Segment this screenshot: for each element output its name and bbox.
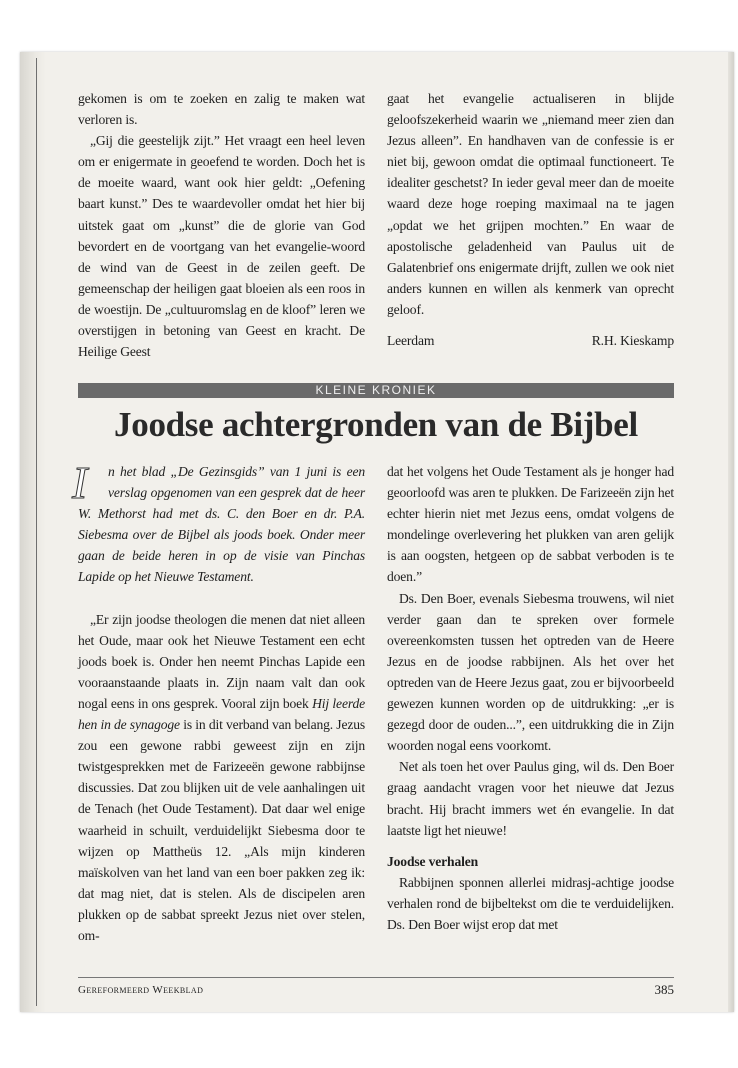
page-edge	[728, 52, 734, 1012]
page-number: 385	[654, 982, 674, 997]
section-banner: KLEINE KRONIEK	[78, 383, 674, 398]
article-intro	[72, 457, 365, 588]
paragraph: Rabbijnen sponnen allerlei midrasj-achtige joodse verhalen rond de bijbeltekst om die te verduidelijken. Ds. Den Boer wijst erop dat met	[387, 874, 674, 932]
footer-rule	[78, 977, 674, 978]
paragraph: Ds. Den Boer, evenals Siebesma trouwens, wil niet verder gaan dan te spreken over formele overeenkomsten tussen het optreden van de Heere Jezus en de joodse rabbijnen. Als het over het optreden van de Heere Jezus gaat, zou er bijvoorbeeld gewezen kunnen worden op de uitdrukking: „er is gezegd door de ouden...”, een uitdrukking die in Zijn woorden nogal eens voorkomt.	[387, 590, 674, 754]
spacer	[78, 588, 365, 609]
paragraph-text: „Er zijn joodse theologen die menen dat niet alleen het Oude, maar ook het Nieuwe Testament een echt joods boek is. Onder hen neemt Pinchas Lapide een vooraanstaande plaats in. Zijn naam valt dan ook nogal eens in ons gesprek. Vooral zijn boek	[78, 611, 365, 711]
binding-rule	[36, 58, 37, 1006]
paragraph: gaat het evangelie actualiseren in blijde geloofszekerheid waarin we „niemand meer zien dan Jezus alleen”. En handhaven van de confessie is er niet bij, gewoon omdat die optimaal functioneert. Te idealiter geschetst? In ieder geval meer dan de moeite waard deze hoge roeping maximaal na te jagen „opdat we het grijpen mochten.” En waar de apostolische geladenheid van Paulus uit de Galatenbrief ons enigermate drijft, zullen we ook niet anders kunnen en willen als kenmerk van oprecht geloof.	[387, 91, 674, 317]
prev-article-column-left	[78, 88, 365, 362]
paragraph: dat het volgens het Oude Testament als je honger had geoorloofd was aren te plukken. De Farizeeën zijn het echter hierin niet met Jezus eens, omdat volgens de mondelinge overlevering het plukken van aren gelijk is aan oogsten, hetgeen op de sabbat verboden is te doen.”	[387, 464, 674, 585]
paragraph: gekomen is om te zoeken en zalig te maken wat verloren is.	[78, 91, 365, 128]
publication-name: Gereformeerd Weekblad	[78, 984, 204, 996]
drop-cap: I	[72, 457, 88, 508]
book-title: Hij leerde hen in de synagoge	[78, 695, 365, 733]
paragraph-text: is in dit verband van belang. Jezus zou een gewone rabbi geweest zijn en zijn twistgesprekken met de Farizeeën gewone rabbijnse discussies. Dat zou blijken uit de vele aanhalingen uit de Tenach (het Oude Testament). Dat daar wel enige waarheid in schuilt, verduidelijkt Siebesma door te wijzen op Mattheüs 12. „Als mijn kinderen maïskolven van het land van een boer pakken zeg ik: dat mag niet, dat is stelen. Als de discipelen aren plukken op de sabbat spreekt Jezus niet over stelen, om-	[78, 717, 365, 943]
signature-row	[387, 330, 674, 351]
signature-author: R.H. Kieskamp	[591, 333, 674, 349]
article-column-left	[72, 457, 365, 946]
paragraph: Net als toen het over Paulus ging, wil ds. Den Boer graag aandacht vragen voor het nieuwe dat Jezus bracht. Hij bracht immers wet én evangelie. In dat laatste ligt het nieuwe!	[387, 759, 674, 838]
article-headline: Joodse achtergronden van de Bijbel	[114, 405, 638, 444]
binding-shadow	[20, 52, 46, 1012]
paragraph	[78, 609, 365, 947]
paragraph: „Gij die geestelijk zijt.” Het vraagt een heel leven om er enigermate in geoefend te worden. Doch het is de moeite waard, want ook hier geldt: „Oefening baart kunst.” Des te waardevoller omdat het hier bij uitstek gaat om „kunst” die de glorie van God bevordert en de voortgang van het evangelie-woord de wind van de Geest in de zeilen geeft. De gemeenschap der heiligen gaat bloeien als een roos in de woestijn. De „cultuuromslag en de kloof” leren we overstijgen in betoning van Geest en kracht. De Heilige Geest	[78, 133, 365, 360]
subheading: Joodse verhalen	[387, 853, 479, 869]
intro-text: n het blad „De Gezinsgids” van 1 juni is een verslag opgenomen van een gesprek dat de heer W. Methorst had met ds. C. den Boer en dr. P.A. Siebesma over de Bijbel als joods boek. Onder meer gaan de beide heren in op de visie van Pinchas Lapide op het Nieuwe Testament.	[78, 464, 365, 585]
prev-article-column-right	[387, 88, 674, 351]
article-column-right	[387, 461, 674, 935]
signature-place: Leerdam	[387, 333, 435, 349]
